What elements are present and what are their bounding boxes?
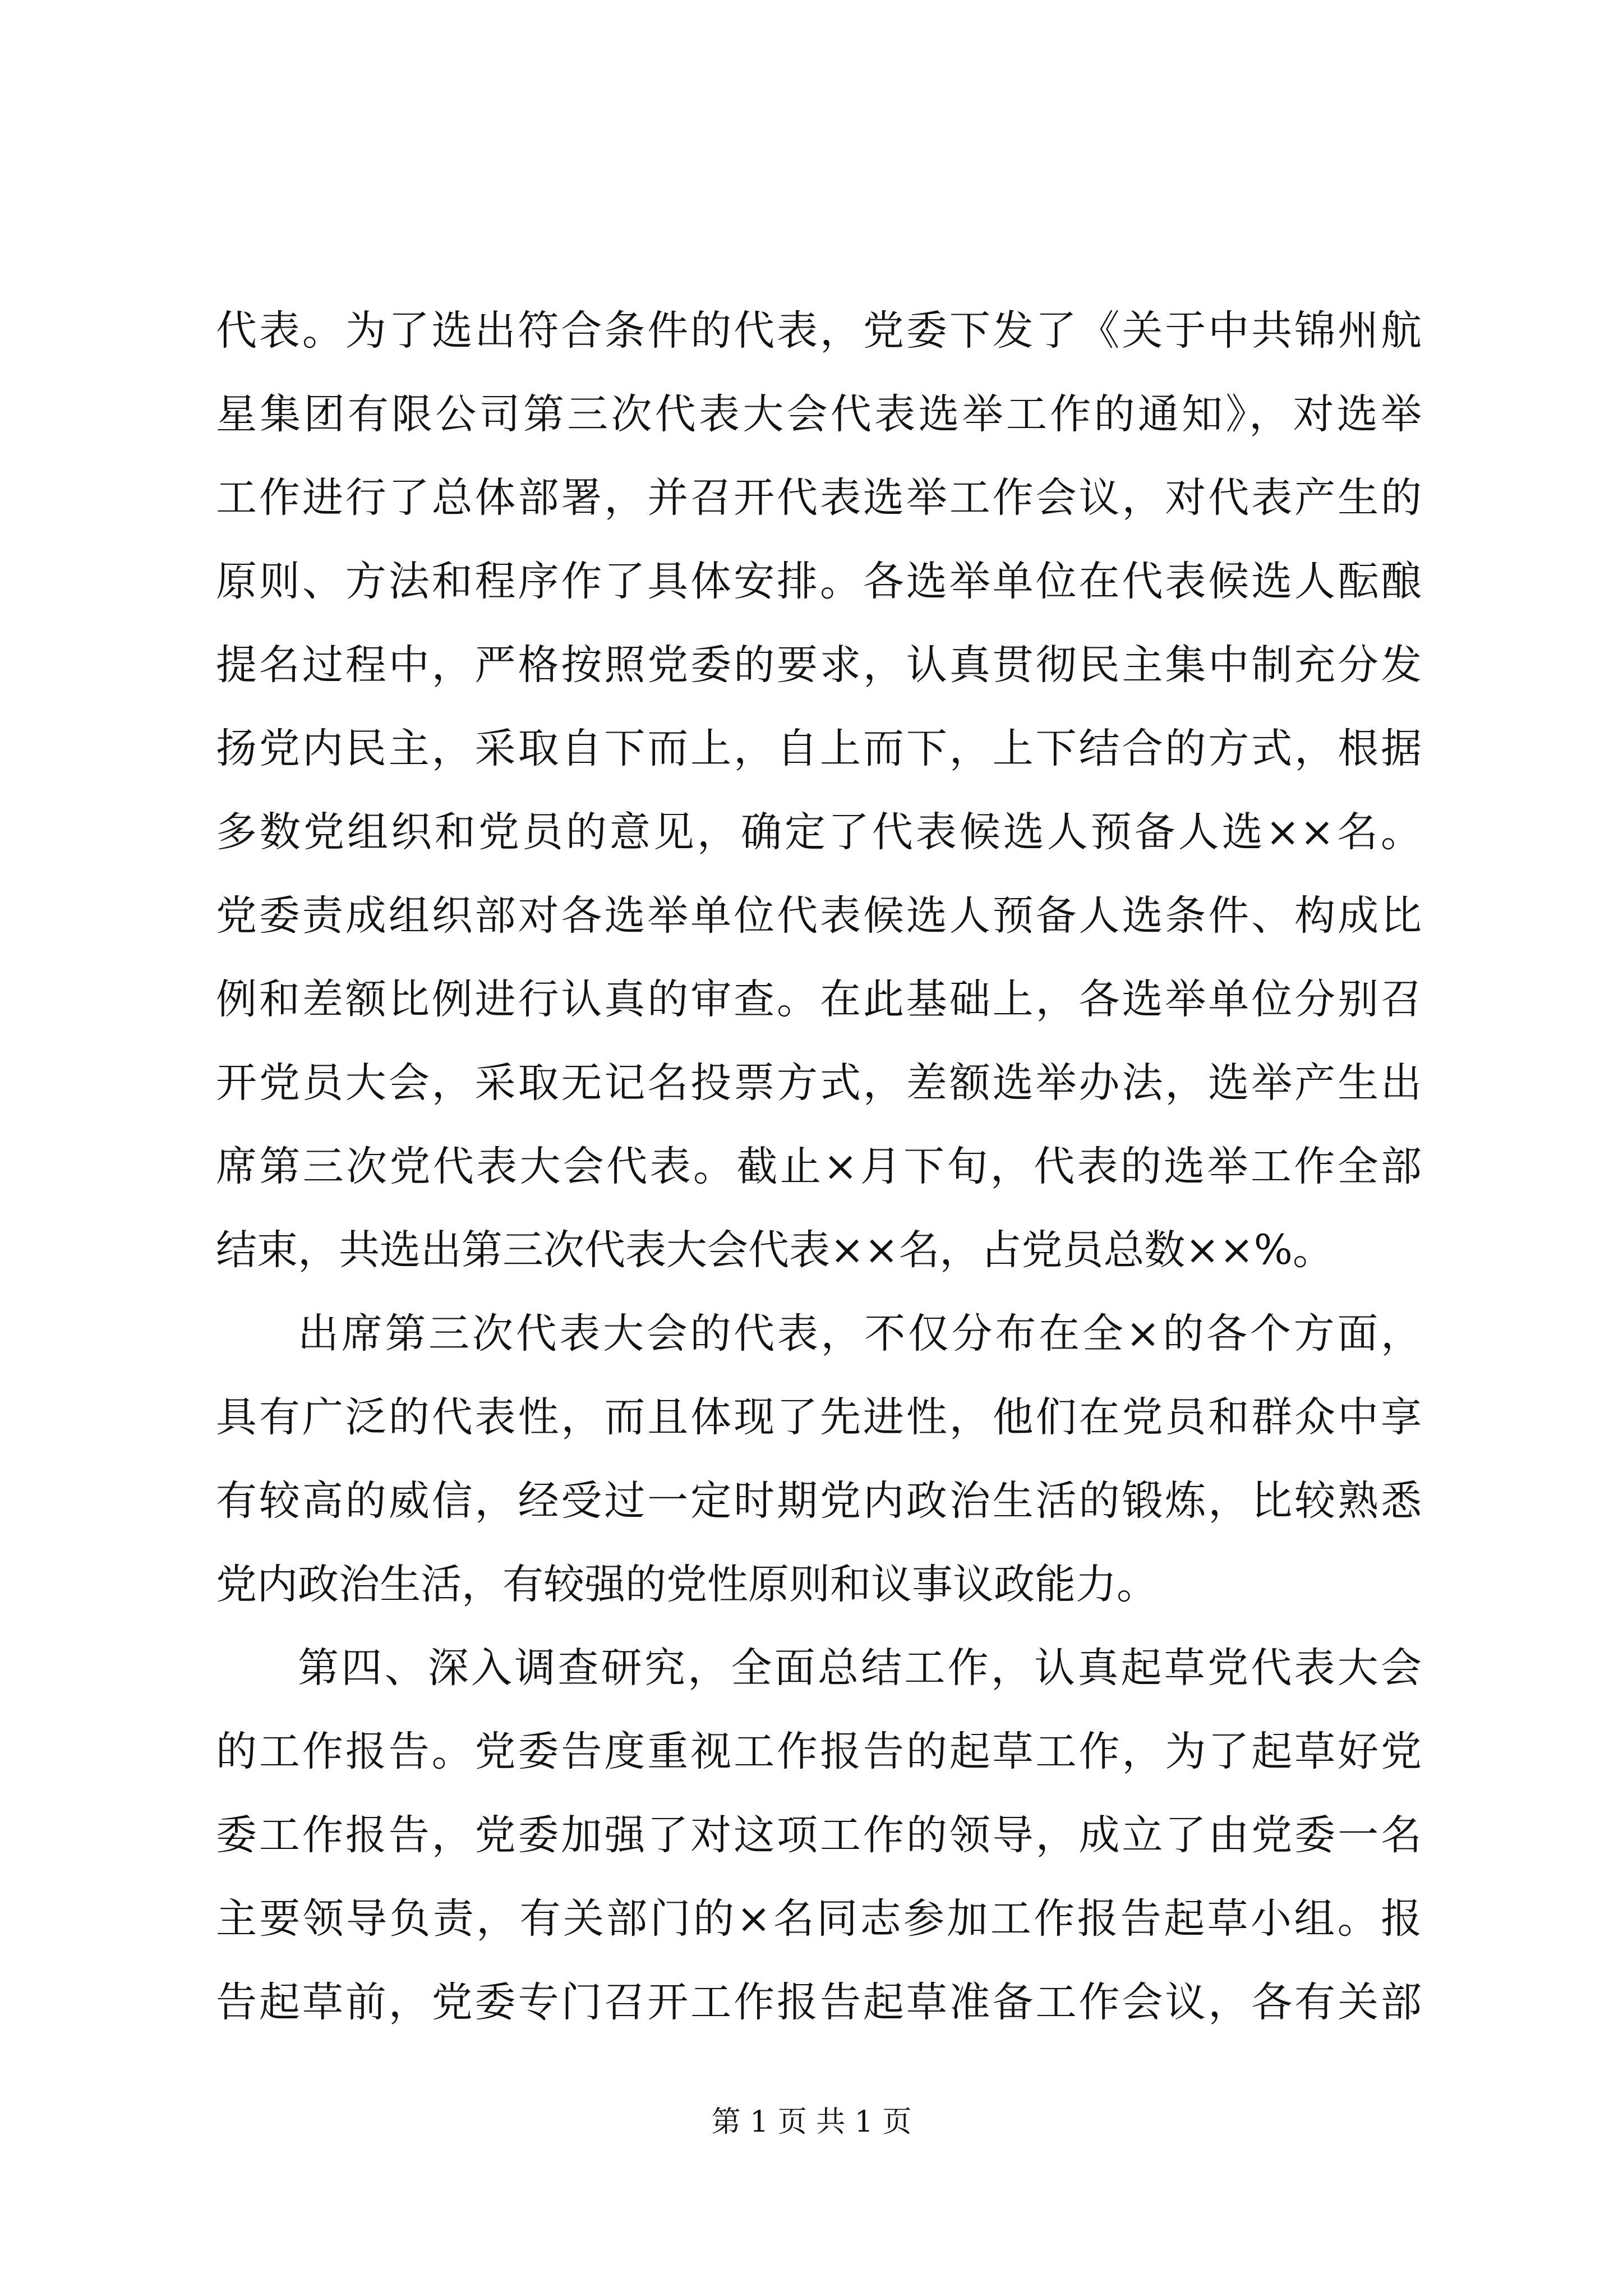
paragraph [216,289,1422,1292]
text-line: 第四、深入调查研究，全面总结工作，认真起草党代表大会 [298,1644,1422,1692]
text-line: 告起草前，党委专门召开工作报告起草准备工作会议，各有关部 [216,1978,1422,2026]
text-line: 具有广泛的代表性，而且体现了先进性，他们在党员和群众中享 [216,1393,1422,1441]
text-line: 星集团有限公司第三次代表大会代表选举工作的通知》，对选举 [216,390,1422,438]
text-line: 党内政治生活，有较强的党性原则和议事议政能力。 [216,1561,1158,1608]
paragraph [216,1626,1422,2044]
text-line: 扬党内民主，采取自下而上，自上而下，上下结合的方式，根据 [216,725,1422,772]
text-line: 出席第三次代表大会的代表，不仅分布在全×的各个方面， [298,1310,1422,1358]
text-line: 结束，共选出第三次代表大会代表××名，占党员总数××%。 [216,1226,1334,1274]
text-line: 代表。为了选出符合条件的代表，党委下发了《关于中共锦州航 [216,307,1422,355]
text-line: 例和差额比例进行认真的审查。在此基础上，各选举单位分别召 [216,976,1422,1023]
document-body [216,289,1422,2044]
text-line: 原则、方法和程序作了具体安排。各选举单位在代表候选人酝酿 [216,558,1422,605]
text-line: 开党员大会，采取无记名投票方式，差额选举办法，选举产生出 [216,1059,1422,1107]
text-line: 的工作报告。党委告度重视工作报告的起草工作，为了起草好党 [216,1728,1422,1775]
text-line: 委工作报告，党委加强了对这项工作的领导，成立了由党委一名 [216,1811,1422,1859]
text-line: 有较高的威信，经受过一定时期党内政治生活的锻炼，比较熟悉 [216,1477,1422,1525]
paragraph [216,1292,1422,1626]
text-line: 工作进行了总体部署，并召开代表选举工作会议，对代表产生的 [216,474,1422,522]
text-line: 多数党组织和党员的意见，确定了代表候选人预备人选××名。 [216,808,1422,856]
text-line: 席第三次党代表大会代表。截止×月下旬，代表的选举工作全部 [216,1143,1422,1190]
page-footer: 第 1 页 共 1 页 [711,2105,912,2139]
text-line: 提名过程中，严格按照党委的要求，认真贯彻民主集中制充分发 [216,641,1422,689]
text-line: 党委责成组织部对各选举单位代表候选人预备人选条件、构成比 [216,892,1422,940]
text-line: 主要领导负责，有关部门的×名同志参加工作报告起草小组。报 [216,1895,1422,1943]
